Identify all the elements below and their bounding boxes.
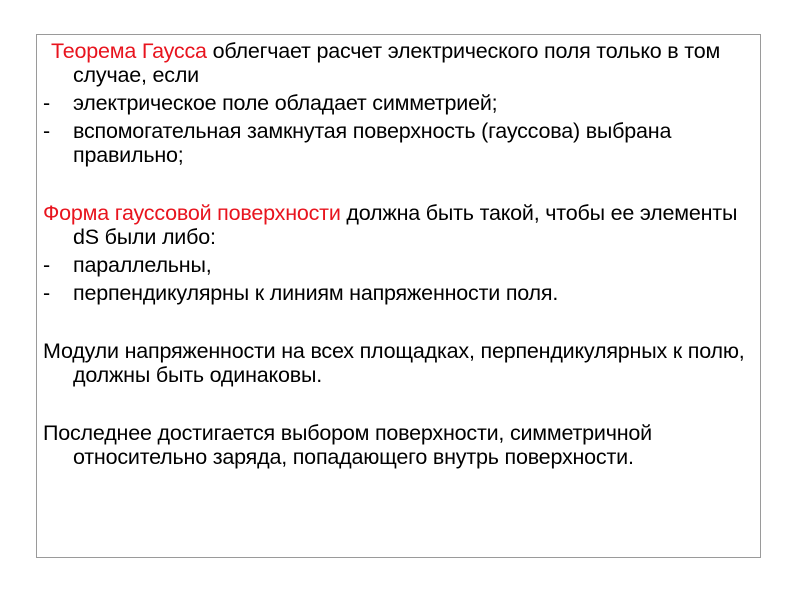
paragraph-gauss-theorem-text: облегчает расчет электрического поля только в том случае, если <box>73 39 721 87</box>
paragraph-surface-choice: Последнее достигается выбором поверхности, симметричной относительно заряда, попадающего внутрь поверхности. <box>43 421 652 469</box>
highlight-gauss-theorem: Теорема Гаусса <box>51 39 207 63</box>
paragraph-field-moduli: Модули напряженности на всех площадках, перпендикулярных к полю, должны быть одинаковы. <box>43 339 745 387</box>
list-item-text: перпендикулярны к линиям напряженности поля. <box>73 281 559 305</box>
list-item <box>43 91 755 115</box>
paragraph-surface-shape <box>43 201 755 249</box>
paragraph-gauss-theorem <box>43 39 755 87</box>
list-item <box>43 253 755 277</box>
slide-content <box>43 39 755 469</box>
list-item-text: параллельны, <box>73 253 212 277</box>
paragraph-surface-shape-text: должна быть такой, чтобы ее элементы dS были либо: <box>73 201 738 249</box>
dash-marker: - <box>43 119 50 143</box>
highlight-surface-shape: Форма гауссовой поверхности <box>43 201 341 225</box>
slide-frame <box>36 34 761 558</box>
dash-marker: - <box>43 253 50 277</box>
list-item <box>43 281 755 305</box>
list-item <box>43 119 755 167</box>
dash-marker: - <box>43 91 50 115</box>
list-item-text: электрическое поле обладает симметрией; <box>73 91 498 115</box>
list-item-text: вспомогательная замкнутая поверхность (гауссова) выбрана правильно; <box>73 119 672 167</box>
dash-marker: - <box>43 281 50 305</box>
